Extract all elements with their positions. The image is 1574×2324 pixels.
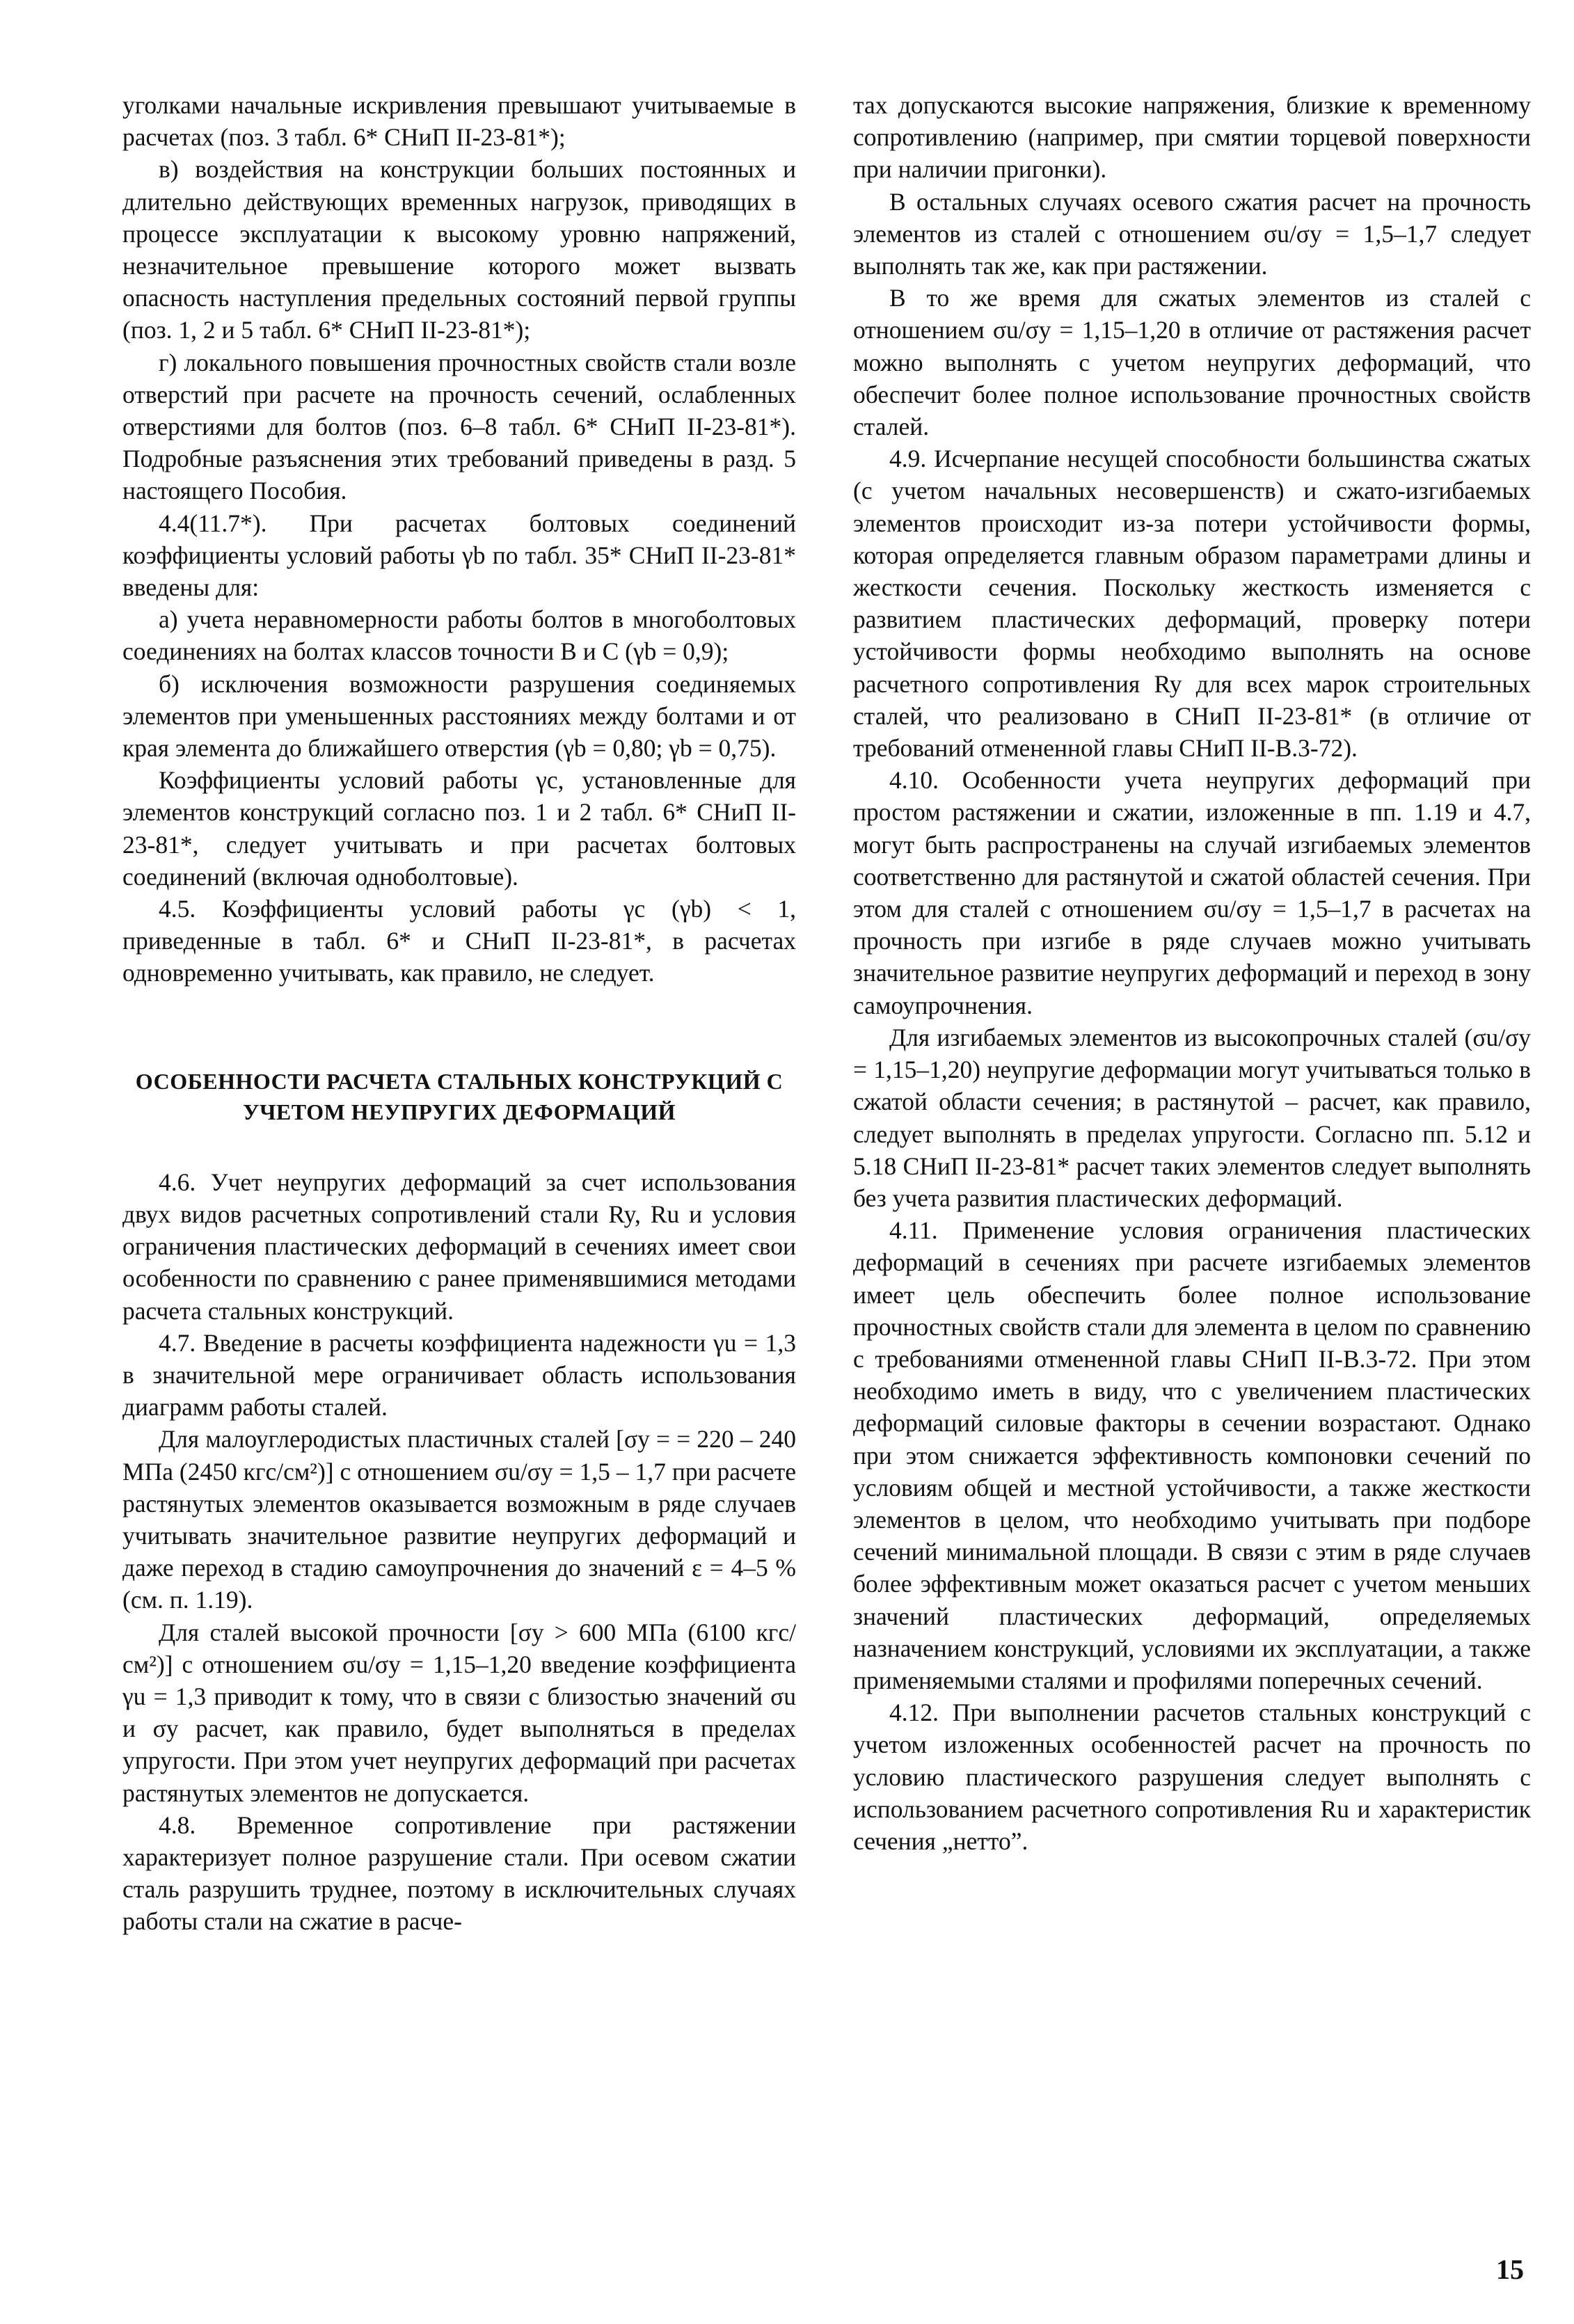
paragraph: 4.5. Коэффициенты условий работы γc (γb) < 1, приведенные в табл. 6* и СНиП II-23-81*, в расчетах одновременно учитывать, как правило, не следует.	[122, 895, 796, 987]
paragraph: г) локального повышения прочностных свойств стали возле отверстий при расчете на прочность сечений, ослабленных отверстиями для болтов (поз. 6–8 табл. 6* СНиП II-23-81*). Подробные разъяснения этих требований приведены в разд. 5 настоящего Пособия.	[122, 348, 796, 505]
paragraph: 4.11. Применение условия ограничения пластических деформаций в сечениях при расчете изгибаемых элементов имеет цель обеспечить более полное использование прочностных свойств стали для элемента в целом по сравнению с требованиями отмененной главы СНиП II-В.3-72. При этом необходимо иметь в виду, что с увеличением пластических деформаций силовые факторы в сечении возрастают. Однако при этом снижается эффективность компоновки сечений по условиям общей и местной устойчивости, а также жесткости элементов в целом, что необходимо учитывать при подборе сечений минимальной площади. В связи с этим в ряде случаев более эффективным может оказаться расчет с учетом меньших значений пластических деформаций, определяемых назначением конструкций, условиями их эксплуатации, а также применяемыми сталями и профилями поперечных сечений.	[853, 1216, 1531, 1694]
right-column	[853, 89, 1531, 1857]
left-column	[122, 89, 796, 1938]
paragraph: Коэффициенты условий работы γc, установленные для элементов конструкций согласно поз. 1 и 2 табл. 6* СНиП II-23-81*, следует учитывать и при расчетах болтовых соединений (включая одноболтовые).	[122, 766, 796, 891]
paragraph: Для сталей высокой прочности [σy > 600 МПа (6100 кгс/см²)] с отношением σu/σy = 1,15–1,20 введение коэффициента γu = 1,3 приводит к тому, что в связи с близостью значений σu и σy расчет, как правило, будет выполняться в пределах упругости. При этом учет неупругих деформаций при расчетах растянутых элементов не допускается.	[122, 1618, 796, 1807]
paragraph: 4.7. Введение в расчеты коэффициента надежности γu = 1,3 в значительной мере ограничивает область использования диаграмм работы сталей.	[122, 1328, 796, 1422]
paragraph: 4.4(11.7*). При расчетах болтовых соединений коэффициенты условий работы γb по табл. 35* СНиП II-23-81* введены для:	[122, 509, 796, 602]
paragraph: Для малоуглеродистых пластичных сталей [σy = = 220 – 240 МПа (2450 кгс/см²)] с отношением σu/σy = 1,5 – 1,7 при расчете растянутых элементов оказывается возможным в ряде случаев учитывать значительное развитие неупругих деформаций и даже переход в стадию самоупрочнения до значений ε = 4–5 % (см. п. 1.19).	[122, 1425, 796, 1614]
paragraph: Для изгибаемых элементов из высокопрочных сталей (σu/σy = 1,15–1,20) неупругие деформации могут учитываться только в сжатой области сечения; в растянутой – расчет, как правило, следует выполнять в пределах упругости. Согласно пп. 5.12 и 5.18 СНиП II-23-81* расчет таких элементов следует выполнять без учета развития пластических деформаций.	[853, 1023, 1531, 1212]
paragraph: уголками начальные искривления превышают учитываемые в расчетах (поз. 3 табл. 6* СНиП II-23-81*);	[122, 91, 796, 152]
paragraph: б) исключения возможности разрушения соединяемых элементов при уменьшенных расстояниях между болтами и от края элемента до ближайшего отверстия (γb = 0,80; γb = 0,75).	[122, 669, 796, 763]
paragraph: 4.8. Временное сопротивление при растяжении характеризует полное разрушение стали. При осевом сжатии сталь разрушить труднее, поэтому в исключительных случаях работы стали на сжатие в расче-	[122, 1810, 796, 1936]
paragraph: 4.10. Особенности учета неупругих деформаций при простом растяжении и сжатии, изложенные в пп. 1.19 и 4.7, могут быть распространены на случай изгибаемых элементов соответственно для растянутой и сжатой областей сечения. При этом для сталей с отношением σu/σy = 1,5–1,7 в расчетах на прочность при изгибе в ряде случаев можно учитывать значительное развитие неупругих деформаций и переход в зону самоупрочнения.	[853, 766, 1531, 1019]
paragraph: в) воздействия на конструкции больших постоянных и длительно действующих временных нагрузок, приводящих в процессе эксплуатации к высокому уровню напряжений, незначительное превышение которого может вызвать опасность наступления предельных состояний первой группы (поз. 1, 2 и 5 табл. 6* СНиП II-23-81*);	[122, 155, 796, 344]
section-heading: ОСОБЕННОСТИ РАСЧЕТА СТАЛЬНЫХ КОНСТРУКЦИЙ С УЧЕТОМ НЕУПРУГИХ ДЕФОРМАЦИЙ	[135, 1068, 784, 1124]
page-number: 15	[1496, 2254, 1524, 2285]
paragraph: тах допускаются высокие напряжения, близкие к временному сопротивлению (например, при смятии торцевой поверхности при наличии пригонки).	[853, 91, 1531, 184]
paragraph: 4.12. При выполнении расчетов стальных конструкций с учетом изложенных особенностей расчет на прочность по условию пластического разрушения следует выполнять с использованием расчетного сопротивления Ru и характеристик сечения „нетто”.	[853, 1698, 1531, 1855]
paragraph: В остальных случаях осевого сжатия расчет на прочность элементов из сталей с отношением σu/σy = 1,5–1,7 следует выполнять так же, как при растяжении.	[853, 187, 1531, 280]
paragraph: 4.9. Исчерпание несущей способности большинства сжатых (с учетом начальных несовершенств) и сжато-изгибаемых элементов происходит из-за потери устойчивости формы, которая определяется главным образом параметрами длины и жесткости сечения. Поскольку жесткость изменяется с развитием пластических деформаций, проверку потери устойчивости формы необходимо выполнять на основе расчетного сопротивления Ry для всех марок строительных сталей, что реализовано в СНиП II-23-81* (в отличие от требований отмененной главы СНиП II-В.3-72).	[853, 445, 1531, 763]
paragraph: а) учета неравномерности работы болтов в многоболтовых соединениях на болтах классов точности В и С (γb = 0,9);	[122, 605, 796, 666]
paragraph: В то же время для сжатых элементов из сталей с отношением σu/σy = 1,15–1,20 в отличие от растяжения расчет можно выполнять с учетом неупругих деформаций, что обеспечит более полное использование прочностных свойств сталей.	[853, 284, 1531, 441]
paragraph: 4.6. Учет неупругих деформаций за счет использования двух видов расчетных сопротивлений стали Ry, Ru и условия ограничения пластических деформаций в сечениях имеет свои особенности по сравнению с ранее применявшимися методами расчета стальных конструкций.	[122, 1168, 796, 1325]
